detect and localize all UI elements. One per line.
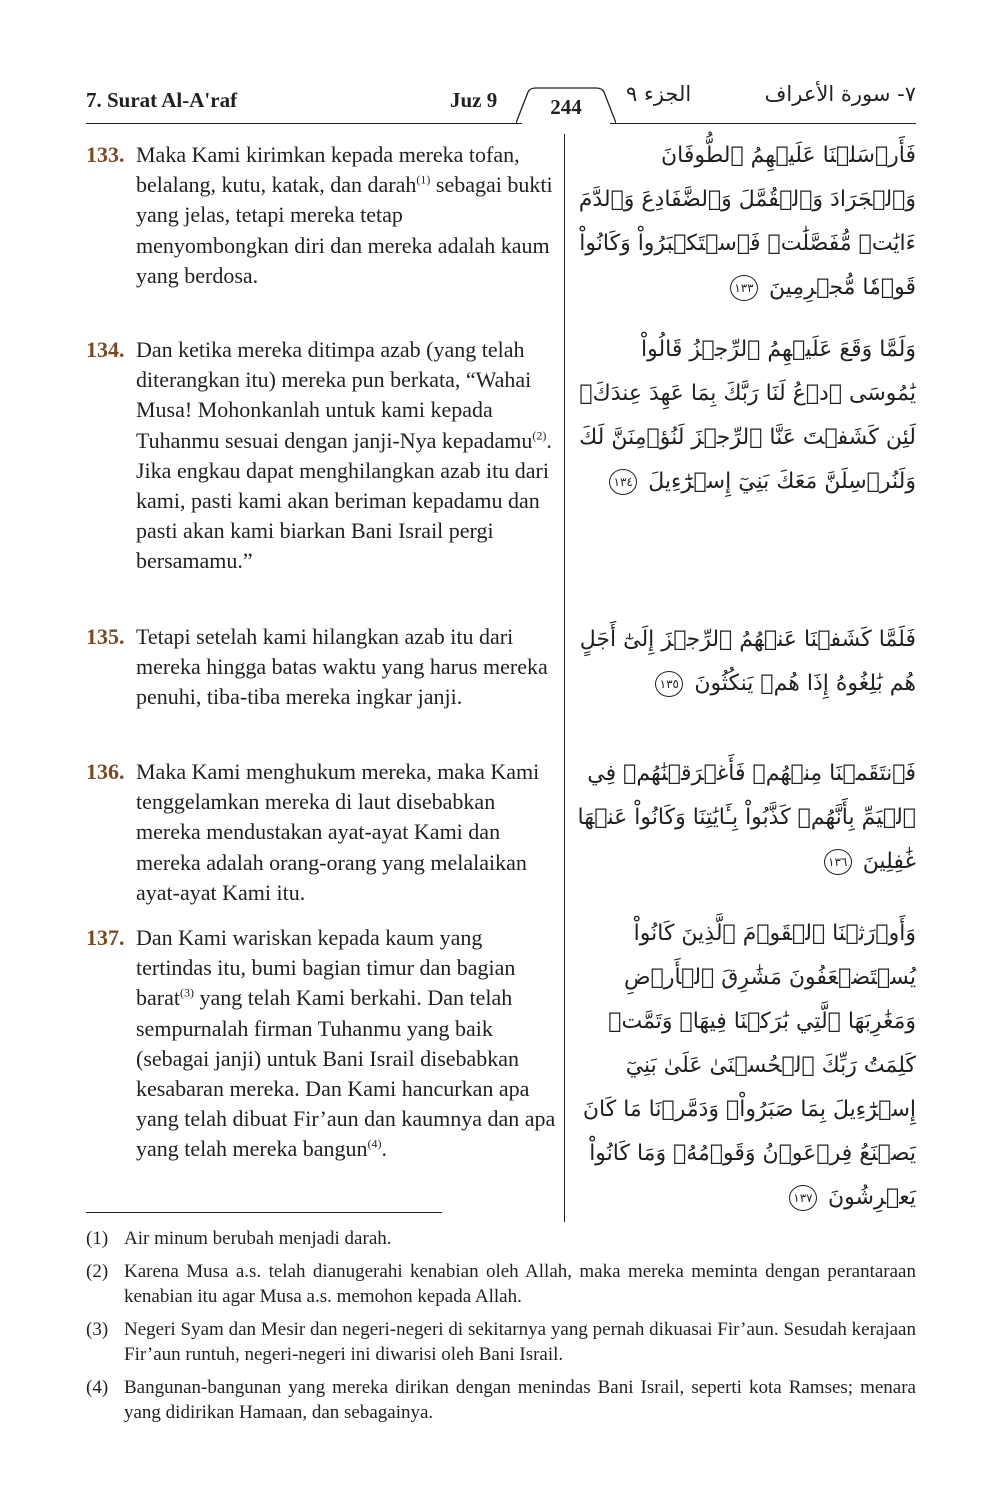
footnote-ref[interactable]: (4) [367, 1137, 382, 1152]
footnote-item [86, 1226, 916, 1251]
juz-label-latin: Juz 9 [450, 88, 498, 112]
footnote-ref[interactable]: (2) [532, 428, 547, 443]
footnote-text: Bangunan-bangunan yang mereka dirikan dengan menindas Bani Israil, seperti kota Ramses; menara yang didirikan Hamaan, dan sebagainya. [124, 1377, 916, 1423]
page-header [86, 82, 916, 128]
page-number-tab [516, 86, 616, 126]
footnote-number: (3) [86, 1319, 109, 1340]
page-number: 244 [550, 95, 582, 119]
footnote-item [86, 1317, 916, 1367]
verse-translation: Dan ketika mereka ditimpa azab (yang telah diterangkan itu) mereka pun berkata, “Wahai Musa! Mohonkanlah untuk kami kepada Tuhanmu sesuai dengan janji-Nya kepadamu$^{(2)}$. Jika engkau dapat menghilangkan azab itu dari kami, pasti kami akan beriman kepadamu dan pasti akan kami biarkan Bani Israil pergi bersamamu.” [136, 337, 552, 574]
verse-133-arabic: فَأَرۡسَلۡنَا عَلَيۡهِمُ ٱلطُّوفَانَ وَٱلۡجَرَادَ وَٱلۡقُمَّلَ وَٱلضَّفَادِعَ وَٱلدَّمَ ءَايَٰتٖ مُّفَصَّلَٰتٖ فَٱسۡتَكۡبَرُواْ وَكَانُواْ قَوۡمٗا مُّجۡرِمِينَ ١٣٣ [578, 143, 916, 300]
header-rule-left [86, 123, 522, 124]
footnote-rule [86, 1212, 442, 1213]
footnote-text: Negeri Syam dan Mesir dan negeri-negeri di sekitarnya yang pernah dikuasai Fir’aun. Sesudah kerajaan Fir’aun runtuh, negeri-negeri ini diwarisi oleh Bani Israil. [124, 1319, 916, 1365]
ayah-end-marker: ١٣٦ [824, 849, 852, 875]
verse-136-arabic: فَٱنتَقَمۡنَا مِنۡهُمۡ فَأَغۡرَقۡنَٰهُمۡ فِي ٱلۡيَمِّ بِأَنَّهُمۡ كَذَّبُواْ بِـَٔايَٰتِنَا وَكَانُواْ عَنۡهَا غَٰفِلِينَ ١٣٦ [577, 761, 916, 874]
footnotes [86, 1226, 916, 1433]
footnote-text: Air minum berubah menjadi darah. [124, 1228, 392, 1249]
verse-translation: Dan Kami wariskan kepada kaum yang tertindas itu, bumi bagian timur dan bagian barat$^{(3)}$ yang telah Kami berkahi. Dan telah sempurnalah firman Tuhanmu yang baik (sebagai janji) untuk Bani Israil disebabkan kesabaran mereka. Dan Kami hancurkan apa yang telah dibuat Fir’aun dan kaumnya dan apa yang telah mereka bangun$^{(4)}$. [136, 925, 556, 1162]
ayah-end-marker: ١٣٧ [789, 1185, 817, 1211]
verse-number: 135. [86, 624, 125, 649]
ayah-end-marker: ١٣٤ [609, 469, 637, 495]
column-divider [564, 134, 565, 1222]
footnote-number: (4) [86, 1377, 109, 1398]
verse-translation: Maka Kami kirimkan kepada mereka tofan, belalang, kutu, katak, dan darah$^{(1)}$ sebagai bukti yang jelas, tetapi mereka tetap menyombongkan diri dan mereka adalah kaum yang berdosa. [136, 142, 553, 288]
verse-translation: Tetapi setelah kami hilangkan azab itu dari mereka hingga batas waktu yang harus mereka penuhi, tiba-tiba mereka ingkar janji. [136, 624, 548, 710]
footnote-text: Karena Musa a.s. telah dianugerahi kenabian oleh Allah, maka mereka meminta dengan perantaraan kenabian itu agar Musa a.s. memohon kepada Allah. [124, 1261, 916, 1307]
juz-label-arabic: الجزء ٩ [626, 82, 692, 106]
ayah-end-marker: ١٣٣ [730, 275, 758, 301]
footnote-number: (2) [86, 1261, 109, 1282]
surah-title-latin: 7. Surat Al-A'raf [86, 88, 238, 112]
verse-number: 133. [86, 142, 125, 167]
verse-translation: Maka Kami menghukum mereka, maka Kami tenggelamkan mereka di laut disebabkan mereka mendustakan ayat-ayat Kami dan mereka adalah orang-orang yang melalaikan ayat-ayat Kami itu. [136, 759, 540, 905]
verse-number: 137. [86, 925, 125, 950]
surah-title-arabic: ٧- سورة الأعراف [764, 82, 916, 106]
footnote-item [86, 1259, 916, 1309]
verse-135-arabic: فَلَمَّا كَشَفۡنَا عَنۡهُمُ ٱلرِّجۡزَ إِلَىٰٓ أَجَلٍ هُم بَٰلِغُوهُ إِذَا هُمۡ يَنكُثُونَ ١٣٥ [579, 627, 916, 696]
verse-number: 136. [86, 759, 125, 784]
footnote-ref[interactable]: (1) [416, 172, 431, 187]
verse-134-arabic: وَلَمَّا وَقَعَ عَلَيۡهِمُ ٱلرِّجۡزُ قَالُواْ يَٰمُوسَى ٱدۡعُ لَنَا رَبَّكَ بِمَا عَهِدَ عِندَكَۖ لَئِن كَشَفۡتَ عَنَّا ٱلرِّجۡزَ لَنُؤۡمِنَنَّ لَكَ وَلَنُرۡسِلَنَّ مَعَكَ بَنِيٓ إِسۡرَٰٓءِيلَ ١٣٤ [579, 337, 916, 494]
footnote-ref[interactable]: (3) [179, 986, 194, 1001]
footnote-number: (1) [86, 1228, 109, 1249]
ayah-end-marker: ١٣٥ [655, 671, 683, 697]
verse-137-arabic: وَأَوۡرَثۡنَا ٱلۡقَوۡمَ ٱلَّذِينَ كَانُواْ يُسۡتَضۡعَفُونَ مَشَٰرِقَ ٱلۡأَرۡضِ وَمَغَٰرِبَهَا ٱلَّتِي بَٰرَكۡنَا فِيهَاۖ وَتَمَّتۡ كَلِمَتُ رَبِّكَ ٱلۡحُسۡنَىٰ عَلَىٰ بَنِيٓ إِسۡرَٰٓءِيلَ بِمَا صَبَرُواْۖ وَدَمَّرۡنَا مَا كَانَ يَصۡنَعُ فِرۡعَوۡنُ وَقَوۡمُهُۥ وَمَا كَانُواْ يَعۡرِشُونَ ١٣٧ [582, 921, 916, 1210]
header-rule-right [610, 123, 916, 124]
footnote-item [86, 1375, 916, 1425]
verse-number: 134. [86, 337, 125, 362]
